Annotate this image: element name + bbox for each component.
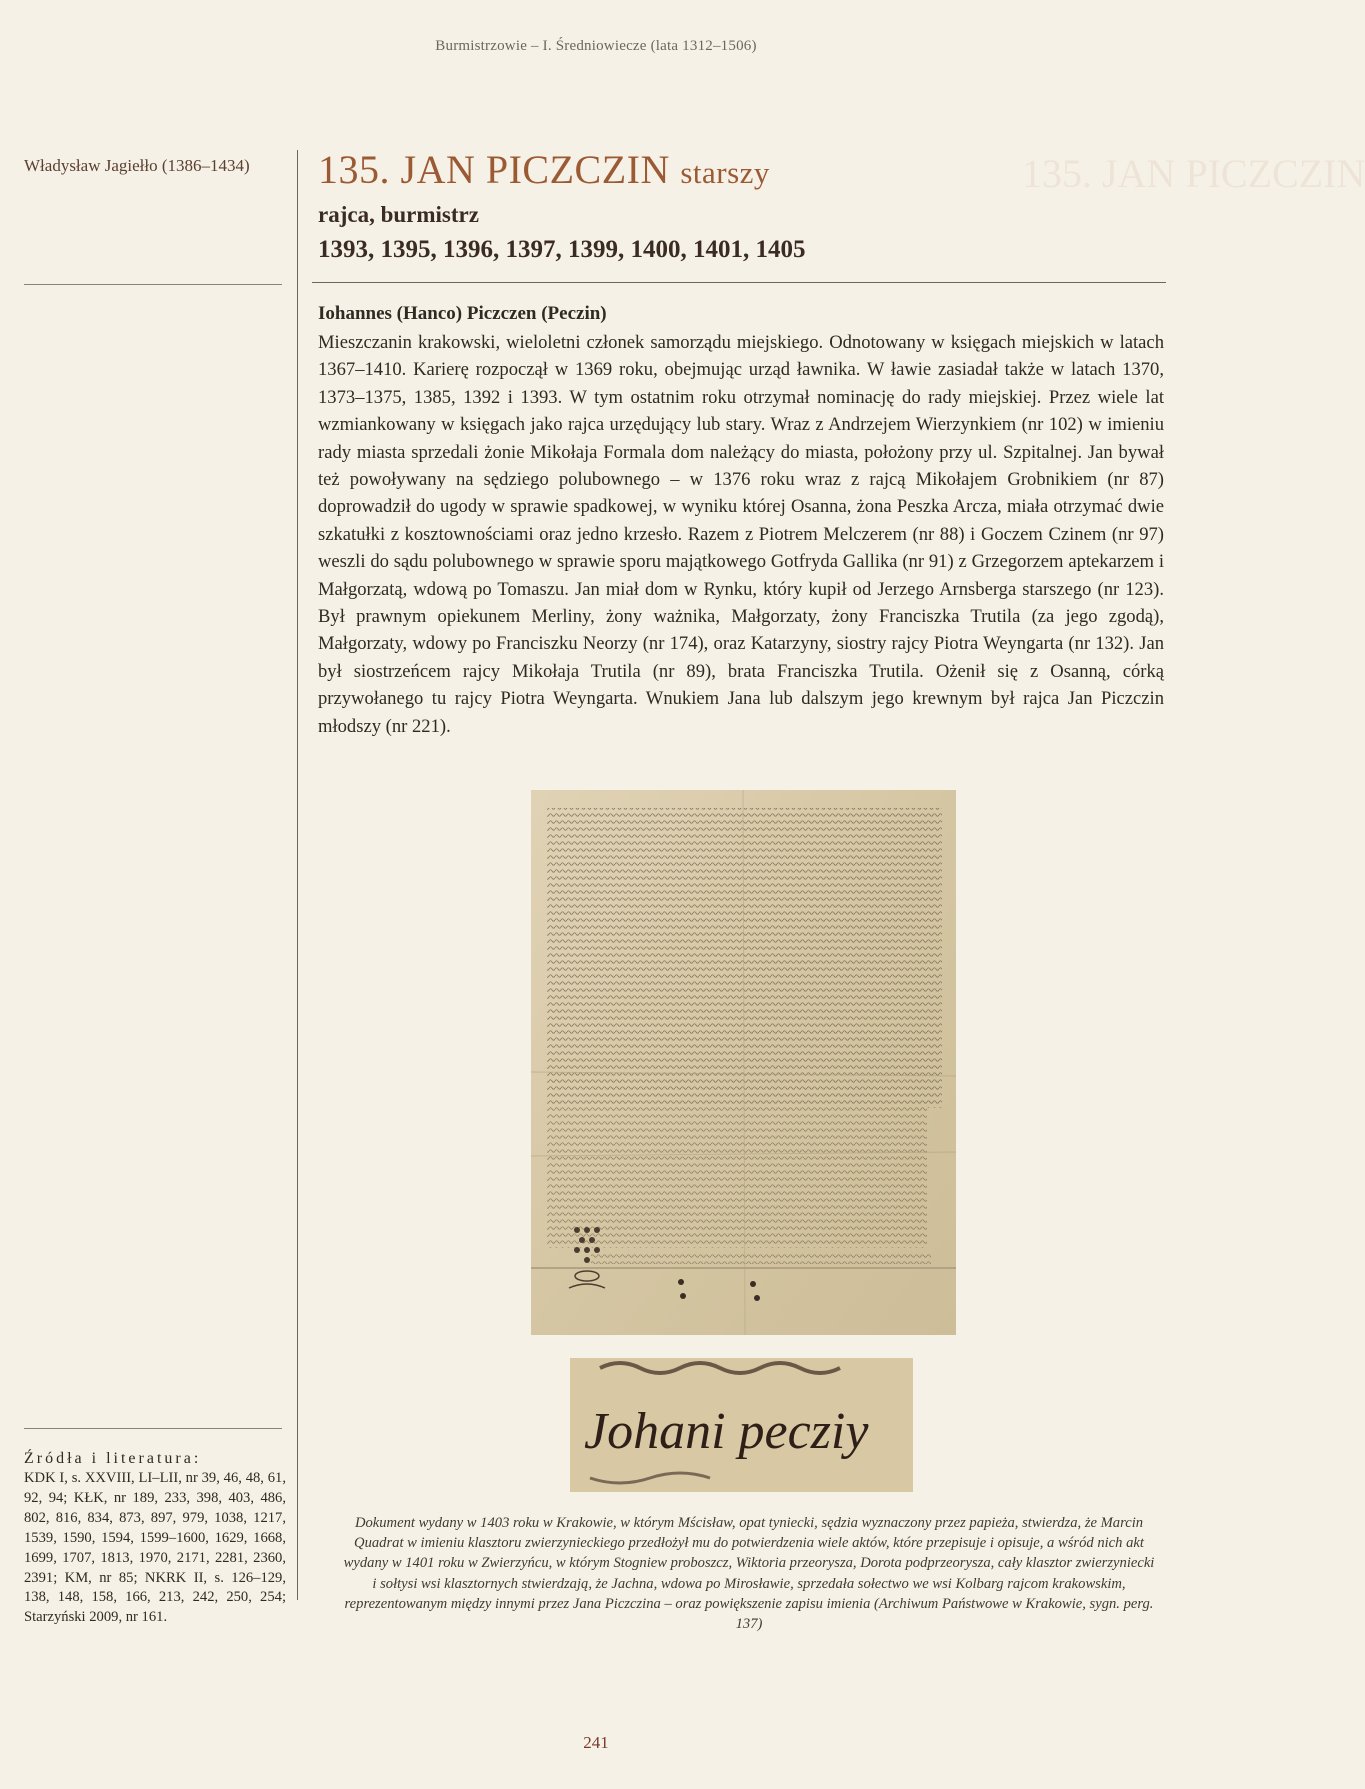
sources-divider (24, 1428, 282, 1429)
sources-heading: Źródła i literatura: (24, 1450, 202, 1467)
running-head: Burmistrzowie – I. Średniowiecze (lata 1312–1506) (435, 38, 757, 54)
detail-text: Johani pecziy (584, 1403, 869, 1460)
name-detail-photo (570, 1358, 913, 1492)
name-variant: Iohannes (Hanco) Piczczen (Peczin) (318, 303, 607, 324)
document-photo (531, 790, 956, 1335)
entry-years: 1393, 1395, 1396, 1397, 1399, 1400, 1401, 1405 (318, 236, 806, 263)
figure-caption: Dokument wydany w 1403 roku w Krakowie, w którym Mścisław, opat tyniecki, sędzia wyznaczony przez papieża, stwierdza, że Marcin Quadrat w imieniu klasztoru zwierzynieckiego przedłożył mu do potwierdzenia wiele aktów, które przepisuje i opisuje, a wśród nich akt wydany w 1401 roku w Zwierzyńcu, w którym Stogniew proboszcz, Wiktoria przeorysza, Dorota podprzeorysza, cały klasztor zwierzyniecki i sołtysi wsi klasztornych stwierdzają, że Jachna, wdowa po Mirosławie, sprzedała sołectwo we wsi Kolbarg rajcom krakowskim, reprezentowanym między innymi przez Jana Piczczina – oraz powiększenie zapisu imienia (Archiwum Państwowe w Krakowie, sygn. perg. 137) (343, 1515, 1155, 1633)
sources-text: KDK I, s. XXVIII, LI–LII, nr 39, 46, 48, 61, 92, 94; KŁK, nr 189, 233, 398, 403, 486, 802, 816, 834, 873, 897, 979, 1038, 1217, 1539, 1590, 1594, 1599–1600, 1629, 1668, 1699, 1707, 1813, 1970, 2171, 2281, 2360, 2391; KM, nr 85; NKRK II, s. 126–129, 138, 148, 158, 166, 213, 242, 250, 254; Starzyński 2009, nr 161. (24, 1470, 286, 1626)
page-number: 241 (583, 1733, 609, 1752)
entry-number: 135. (318, 147, 390, 192)
title-divider (312, 282, 1166, 283)
sidebar-divider (24, 284, 282, 285)
biography: Mieszczanin krakowski, wieloletni członek samorządu miejskiego. Odnotowany w księgach miejskich w latach 1367–1410. Karierę rozpoczął w 1369 roku, obejmując urząd ławnika. W ławie zasiadał także w latach 1370, 1373–1375, 1385, 1392 i 1393. W tym ostatnim roku otrzymał nominację do rady miejskiej. Przez wiele lat wzmiankowany w księgach jako rajca urzędujący lub stary. Wraz z Andrzejem Wierzynkiem (nr 102) w imieniu rady miasta sprzedali żonie Mikołaja Formala dom należący do miasta, położony przy ul. Szpitalnej. Jan bywał też powoływany na sędziego polubownego – w 1376 roku wraz z rajcą Mikołajem Grobnikiem (nr 87) doprowadził do ugody w sprawie spadkowej, w wyniku której Osanna, żona Peszka Arcza, miała otrzymać dwie szkatułki z kosztownościami oraz jedno krzesło. Razem z Piotrem Melczerem (nr 88) i Goczem Czinem (nr 97) weszli do sądu polubownego w sprawie sporu majątkowego Gotfryda Gallika (nr 91) z Grzegorzem aptekarzem i Małgorzatą, wdową po Tomaszu. Jan miał dom w Rynku, który kupił od Jerzego Arnsberga starszego (nr 123). Był prawnym opiekunem Merliny, żony ważnika, Małgorzaty, żony Franciszka Trutila (za jego zgodą), Małgorzaty, wdowy po Franciszku Neorzy (nr 174), oraz Katarzyny, siostry rajcy Piotra Weyngarta (nr 132). Jan był siostrzeńcem rajcy Mikołaja Trutila (nr 89), brata Franciszka Trutila. Ożenił się z Osanną, córką przywołanego tu rajcy Piotra Weyngarta. Wnukiem Jana lub dalszym jego krewnym był rajca Jan Piczczin młodszy (nr 221). (318, 332, 1164, 737)
entry-title (318, 147, 770, 192)
entry-roles: rajca, burmistrz (318, 202, 479, 227)
column-divider (297, 150, 298, 1600)
show-through-text: 135. JAN PICZCZIN (1022, 151, 1365, 196)
entry-name: JAN PICZCZIN (400, 147, 670, 192)
sidebar-reign: Władysław Jagiełło (1386–1434) (24, 156, 250, 175)
entry-epithet: starszy (680, 155, 770, 190)
